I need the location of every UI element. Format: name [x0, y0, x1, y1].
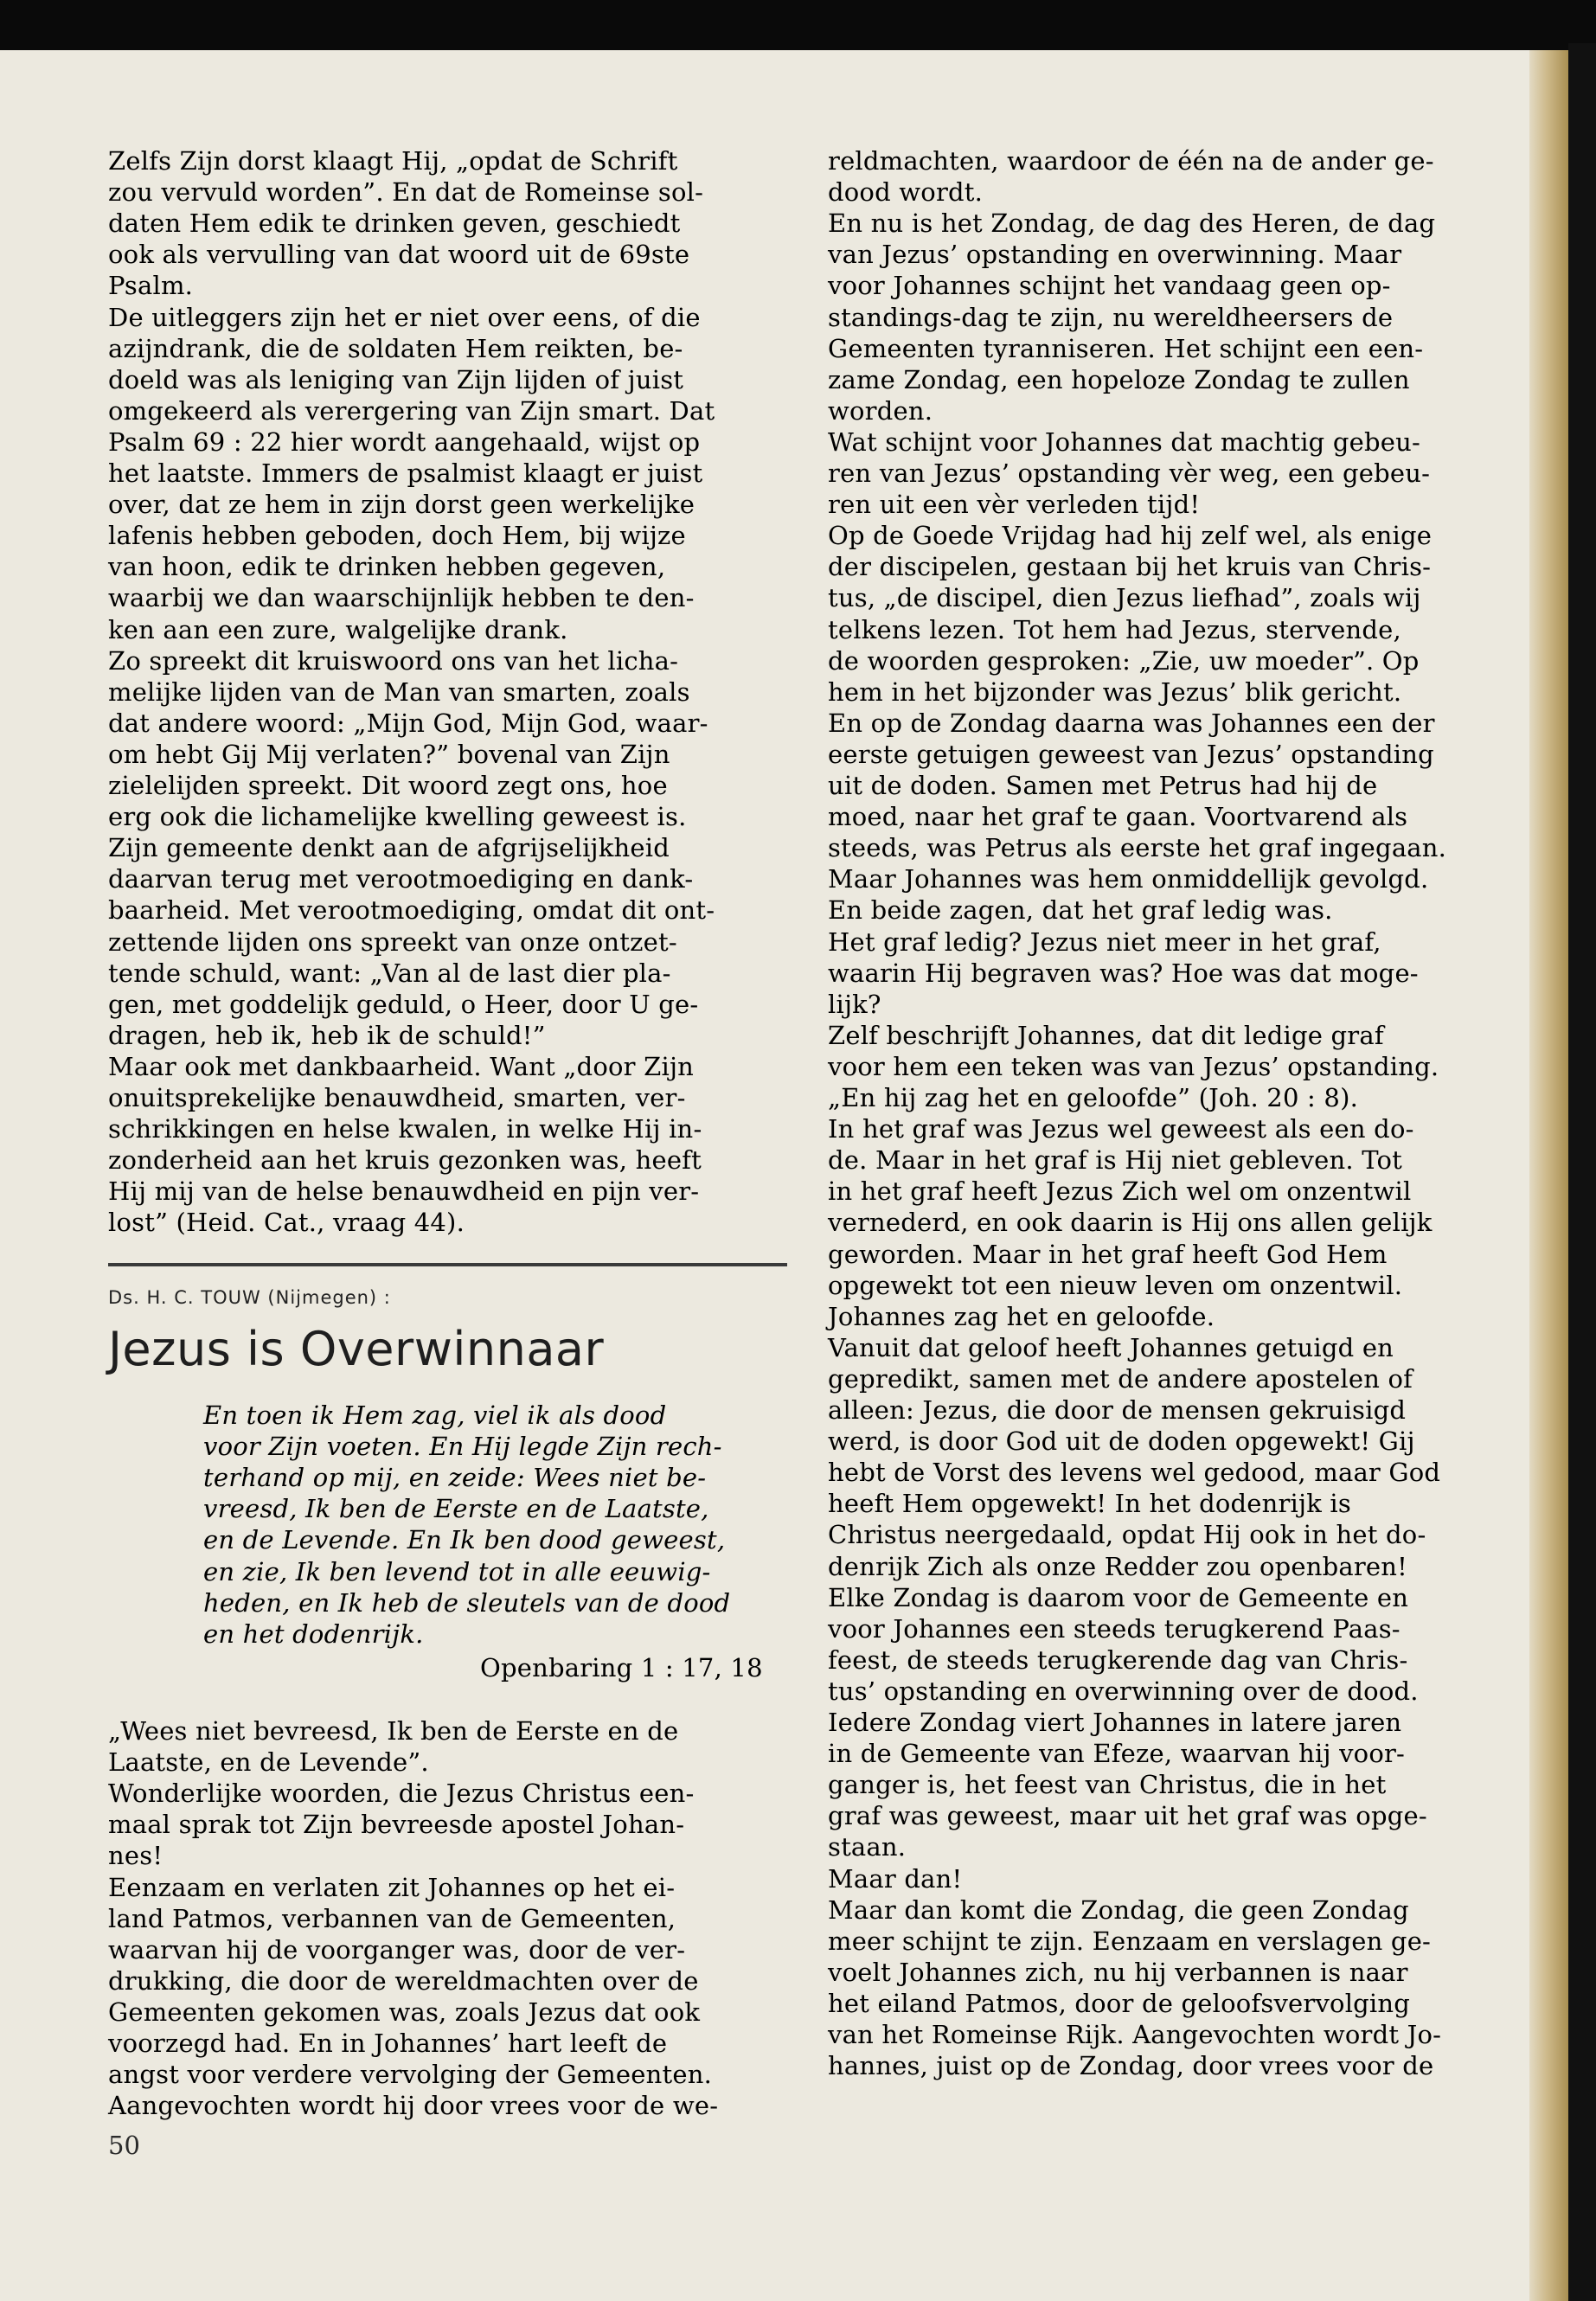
text-line: Iedere Zondag viert Johannes in latere jaren: [828, 1708, 1402, 1737]
text-line: voor Johannes schijnt het vandaag geen op-: [828, 271, 1391, 301]
text-line: geworden. Maar in het graf heeft God Hem: [828, 1239, 1388, 1269]
text-line: zame Zondag, een hopeloze Zondag te zullen: [828, 364, 1410, 394]
text-line: ganger is, het feest van Christus, die in het: [828, 1770, 1387, 1800]
text-line: Gemeenten tyranniseren. Het schijnt een een-: [828, 333, 1424, 363]
text-line: hebt de Vorst des levens wel gedood, maar God: [828, 1458, 1441, 1488]
text-line: Zelf beschrijft Johannes, dat dit ledige graf: [828, 1020, 1384, 1050]
text-line: tus’ opstanding en overwinning over de dood.: [828, 1676, 1419, 1706]
text-line: En op de Zondag daarna was Johannes een der: [828, 708, 1435, 738]
text-line: zonderheid aan het kruis gezonken was, heeft: [108, 1145, 702, 1176]
text-line: Eenzaam en verlaten zit Johannes op het ei-: [108, 1872, 676, 1902]
epigraph-line: en de Levende. En Ik ben dood geweest,: [203, 1525, 726, 1555]
text-line: zou vervuld worden”. En dat de Romeinse sol-: [108, 177, 704, 208]
text-line: steeds, was Petrus als eerste het graf ingegaan.: [828, 833, 1447, 863]
text-line: van het Romeinse Rijk. Aangevochten wordt Jo-: [828, 2020, 1442, 2049]
text-line: daten Hem edik te drinken geven, geschiedt: [108, 208, 681, 239]
binding-spine: [1529, 50, 1568, 2301]
text-line: worden.: [828, 395, 933, 426]
text-line: de woorden gesproken: „Zie, uw moeder”. Op: [828, 645, 1420, 676]
text-line: Christus neergedaald, opdat Hij ook in het do-: [828, 1520, 1426, 1550]
text-line: standings-dag te zijn, nu wereldheersers de: [828, 302, 1394, 332]
text-line: Zelfs Zijn dorst klaagt Hij, „opdat de Schrift: [108, 146, 678, 176]
text-line: dat andere woord: „Mijn God, Mijn God, waar-: [108, 708, 708, 738]
text-line: En nu is het Zondag, de dag des Heren, de dag: [828, 208, 1436, 239]
epigraph-line: en het dodenrijk.: [203, 1618, 424, 1649]
scan-right-border: [1568, 43, 1596, 2301]
text-line: Psalm.: [108, 271, 194, 301]
text-line: In het graf was Jezus wel geweest als een do-: [828, 1114, 1414, 1144]
text-line: tus, „de discipel, dien Jezus liefhad”, zoals wij: [828, 583, 1421, 613]
text-line: baarheid. Met verootmoediging, omdat dit ont-: [108, 895, 715, 926]
text-line: graf was geweest, maar uit het graf was opge-: [828, 1801, 1427, 1831]
text-line: ook als vervulling van dat woord uit de 69ste: [108, 240, 690, 270]
text-line: tende schuld, want: „Van al de last dier pla-: [108, 958, 671, 988]
text-line: „En hij zag het en geloofde” (Joh. 20 : 8).: [828, 1083, 1358, 1112]
text-line: Hij mij van de helse benauwdheid en pijn ver-: [108, 1176, 700, 1207]
text-line: Psalm 69 : 22 hier wordt aangehaald, wijst op: [108, 426, 701, 457]
text-line: melijke lijden van de Man van smarten, zoals: [108, 676, 690, 707]
epigraph-reference: Openbaring 1 : 17, 18: [480, 1653, 763, 1682]
text-line: uit de doden. Samen met Petrus had hij de: [828, 771, 1378, 800]
text-line: voor Johannes een steeds terugkerend Paas-: [828, 1613, 1401, 1644]
text-line: telkens lezen. Tot hem had Jezus, stervende,: [828, 614, 1401, 644]
text-line: gen, met goddelijk geduld, o Heer, door U ge-: [108, 989, 699, 1019]
text-line: zettende lijden ons spreekt van onze ontzet-: [108, 926, 677, 957]
text-line: angst voor verdere vervolging der Gemeenten.: [108, 2060, 713, 2090]
text-line: vernederd, en ook daarin is Hij ons allen gelijk: [828, 1208, 1433, 1238]
text-line: voelt Johannes zich, nu hij verbannen is naar: [828, 1957, 1408, 1987]
text-line: Gemeenten gekomen was, zoals Jezus dat ook: [108, 1997, 701, 2027]
text-line: En beide zagen, dat het graf ledig was.: [828, 895, 1333, 926]
text-line: der discipelen, gestaan bij het kruis van Chris-: [828, 552, 1432, 582]
text-line: staan.: [828, 1832, 907, 1862]
text-line: het laatste. Immers de psalmist klaagt er juist: [108, 458, 703, 488]
text-line: heeft Hem opgewekt! In het dodenrijk is: [828, 1489, 1351, 1519]
text-line: Wat schijnt voor Johannes dat machtig gebeu-: [828, 426, 1420, 457]
text-line: Maar dan!: [828, 1863, 963, 1894]
epigraph-line: En toen ik Hem zag, viel ik als dood: [203, 1400, 667, 1430]
text-line: Wonderlijke woorden, die Jezus Christus een-: [108, 1779, 695, 1809]
text-line: Laatste, en de Levende”.: [108, 1747, 429, 1778]
epigraph-line: en zie, Ik ben levend tot in alle eeuwig-: [203, 1556, 711, 1586]
text-line: waarin Hij begraven was? Hoe was dat moge-: [828, 958, 1419, 988]
scan-top-border: [0, 0, 1596, 50]
text-line: doeld was als leniging van Zijn lijden of juist: [108, 364, 684, 394]
text-line: over, dat ze hem in zijn dorst geen werkelijke: [108, 490, 695, 520]
text-line: Zo spreekt dit kruiswoord ons van het licha-: [108, 645, 679, 676]
text-line: hannes, juist op de Zondag, door vrees voor de: [828, 2051, 1434, 2081]
text-line: Elke Zondag is daarom voor de Gemeente en: [828, 1582, 1409, 1612]
text-line: Johannes zag het en geloofde.: [828, 1301, 1215, 1331]
text-line: om hebt Gij Mij verlaten?” bovenal van Zijn: [108, 739, 670, 769]
text-line: Zijn gemeente denkt aan de afgrijselijkheid: [108, 833, 670, 863]
section-divider: [108, 1263, 787, 1266]
text-line: alleen: Jezus, die door de mensen gekruisigd: [828, 1395, 1407, 1425]
text-line: van hoon, edik te drinken hebben gegeven,: [108, 552, 666, 582]
text-line: Op de Goede Vrijdag had hij zelf wel, als enige: [828, 521, 1433, 551]
epigraph-line: heden, en Ik heb de sleutels van de dood: [203, 1587, 731, 1618]
text-line: van Jezus’ opstanding en overwinning. Maar: [828, 240, 1402, 270]
text-line: Vanuit dat geloof heeft Johannes getuigd en: [828, 1332, 1394, 1362]
text-line: nes!: [108, 1841, 163, 1871]
text-line: voor hem een teken was van Jezus’ opstanding.: [828, 1051, 1439, 1081]
text-line: in het graf heeft Jezus Zich wel om onzentwil: [828, 1176, 1412, 1207]
text-line: drukking, die door de wereldmachten over de: [108, 1965, 699, 1996]
text-line: Maar ook met dankbaarheid. Want „door Zijn: [108, 1051, 695, 1081]
article-title: Jezus is Overwinnaar: [108, 1322, 605, 1376]
text-line: de. Maar in het graf is Hij niet gebleven. Tot: [828, 1145, 1402, 1176]
text-line: daarvan terug met verootmoediging en dank-: [108, 864, 694, 894]
text-line: meer schijnt te zijn. Eenzaam en verslagen ge-: [828, 1926, 1432, 1956]
text-line: „Wees niet bevreesd, Ik ben de Eerste en de: [108, 1716, 679, 1746]
text-line: omgekeerd als verergering van Zijn smart. Dat: [108, 395, 715, 426]
text-line: Aangevochten wordt hij door vrees voor de we-: [108, 2091, 719, 2121]
text-line: denrijk Zich als onze Redder zou openbaren!: [828, 1551, 1408, 1581]
text-line: erg ook die lichamelijke kwelling geweest is.: [108, 802, 687, 832]
text-line: De uitleggers zijn het er niet over eens, of die: [108, 302, 701, 332]
text-line: ren van Jezus’ opstanding vèr weg, een gebeu-: [828, 458, 1431, 488]
author-byline: Ds. H. C. TOUW (Nijmegen) :: [108, 1287, 391, 1308]
text-line: Maar Johannes was hem onmiddellijk gevolgd.: [828, 864, 1429, 894]
text-line: werd, is door God uit de doden opgewekt! Gij: [828, 1426, 1415, 1457]
epigraph-line: terhand op mij, en zeide: Wees niet be-: [203, 1463, 707, 1493]
text-line: hem in het bijzonder was Jezus’ blik gericht.: [828, 676, 1402, 707]
text-line: schrikkingen en helse kwalen, in welke Hij in-: [108, 1114, 702, 1144]
text-line: reldmachten, waardoor de één na de ander ge-: [828, 146, 1434, 176]
text-line: waarbij we dan waarschijnlijk hebben te den-: [108, 583, 695, 613]
text-line: in de Gemeente van Efeze, waarvan hij voor-: [828, 1739, 1406, 1769]
text-line: waarvan hij de voorganger was, door de ver-: [108, 1934, 686, 1965]
text-line: Maar dan komt die Zondag, die geen Zondag: [828, 1894, 1409, 1925]
text-line: het eiland Patmos, door de geloofsvervolging: [828, 1988, 1411, 2018]
text-line: feest, de steeds terugkerende dag van Chris-: [828, 1644, 1408, 1675]
text-line: land Patmos, verbannen van de Gemeenten,: [108, 1903, 676, 1933]
text-line: lafenis hebben geboden, doch Hem, bij wijze: [108, 521, 686, 551]
text-line: dragen, heb ik, heb ik de schuld!”: [108, 1020, 546, 1050]
text-line: azijndrank, die de soldaten Hem reikten, be-: [108, 333, 683, 363]
epigraph-line: voor Zijn voeten. En Hij legde Zijn rech-: [203, 1432, 722, 1462]
text-line: onuitsprekelijke benauwdheid, smarten, ver-: [108, 1083, 686, 1112]
text-line: zielelijden spreekt. Dit woord zegt ons, hoe: [108, 771, 668, 800]
text-line: gepredikt, samen met de andere apostelen of: [828, 1363, 1413, 1394]
text-line: lijk?: [828, 989, 881, 1019]
text-line: opgewekt tot een nieuw leven om onzentwil.: [828, 1270, 1403, 1300]
text-line: moed, naar het graf te gaan. Voortvarend als: [828, 802, 1408, 832]
page-number: 50: [108, 2131, 140, 2160]
text-line: lost” (Heid. Cat., vraag 44).: [108, 1208, 465, 1238]
text-line: eerste getuigen geweest van Jezus’ opstanding: [828, 739, 1434, 769]
text-line: dood wordt.: [828, 177, 984, 208]
text-line: Het graf ledig? Jezus niet meer in het graf,: [828, 926, 1381, 957]
text-line: maal sprak tot Zijn bevreesde apostel Johan-: [108, 1810, 685, 1840]
text-line: ken aan een zure, walgelijke drank.: [108, 614, 568, 644]
text-line: voorzegd had. En in Johannes’ hart leeft de: [108, 2029, 668, 2058]
epigraph-line: vreesd, Ik ben de Eerste en de Laatste,: [203, 1494, 709, 1524]
text-line: ren uit een vèr verleden tijd!: [828, 490, 1201, 520]
